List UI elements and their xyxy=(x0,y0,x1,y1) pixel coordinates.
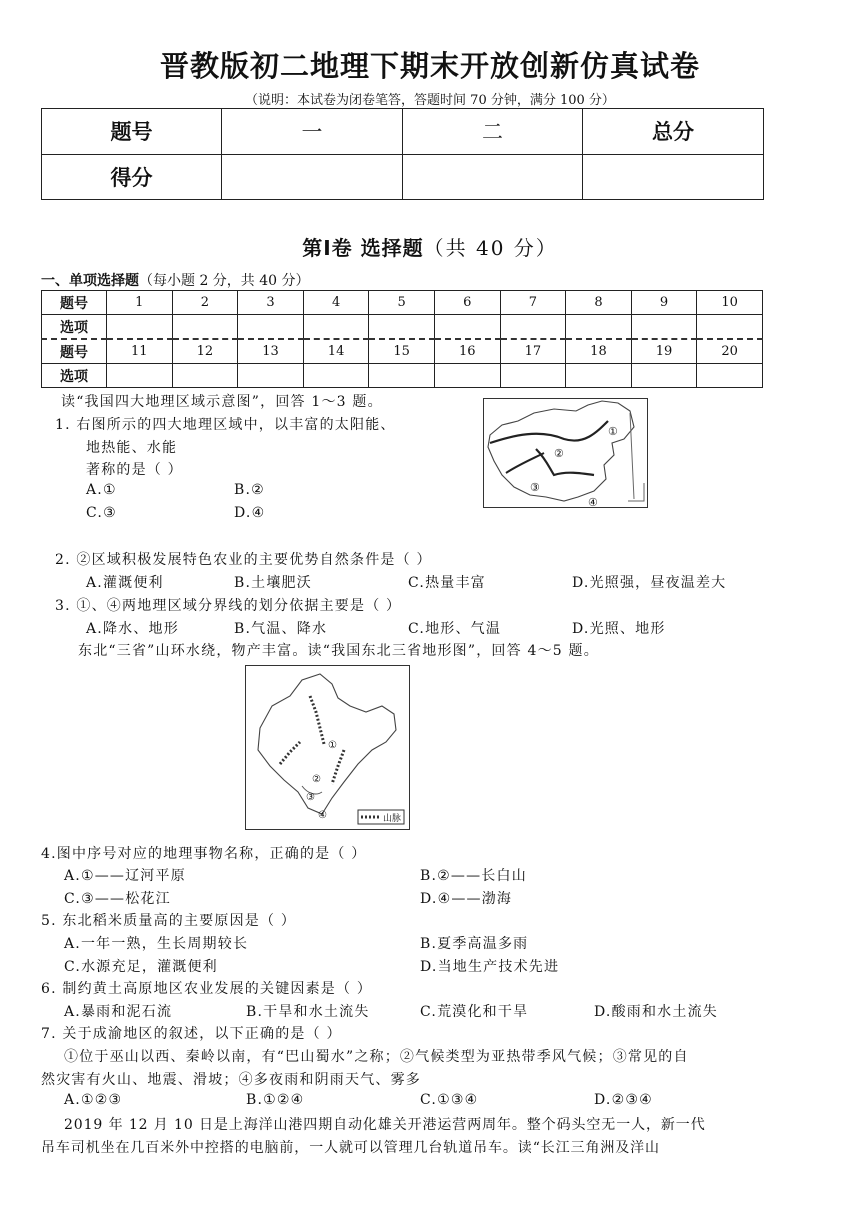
question-4-stem: 4.图中序号对应的地理事物名称，正确的是（ ） xyxy=(41,846,367,862)
answer-num: 6 xyxy=(434,291,500,315)
answer-num: 13 xyxy=(238,339,304,364)
northeast-terrain-map-svg xyxy=(246,666,409,829)
answer-choice-cell[interactable] xyxy=(303,364,369,388)
answer-num: 14 xyxy=(303,339,369,364)
score-table-score-row xyxy=(42,154,764,200)
intro-q1-3: 读“我国四大地理区域示意图”，回答 1～3 题。 xyxy=(61,394,383,410)
option[interactable]: B.干旱和水土流失 xyxy=(246,1004,370,1020)
score-cell[interactable] xyxy=(583,154,764,200)
part-heading-note: （每小题 2 分，共 40 分） xyxy=(139,273,310,289)
score-cell[interactable] xyxy=(222,154,403,200)
map2-legend-label: 山脉 xyxy=(383,814,402,824)
answer-choice-cell[interactable] xyxy=(566,364,632,388)
answer-num: 4 xyxy=(303,291,369,315)
answer-num: 18 xyxy=(566,339,632,364)
answer-num: 19 xyxy=(631,339,697,364)
option[interactable]: C.①③④ xyxy=(420,1092,479,1108)
option[interactable]: C.地形、气温 xyxy=(408,621,502,637)
option[interactable]: A.降水、地形 xyxy=(86,621,179,637)
map1-label: ② xyxy=(554,447,564,460)
answer-choice-row xyxy=(42,364,763,388)
option[interactable]: C.③ xyxy=(86,505,117,521)
option[interactable]: D.②③④ xyxy=(594,1092,653,1108)
map2-label: ① xyxy=(328,740,337,751)
answer-choice-cell[interactable] xyxy=(500,315,566,340)
answer-choice-cell[interactable] xyxy=(631,364,697,388)
option[interactable]: B.夏季高温多雨 xyxy=(420,936,529,952)
answer-choice-cell[interactable] xyxy=(172,364,238,388)
score-table xyxy=(41,108,764,200)
answer-choice-cell[interactable] xyxy=(107,364,173,388)
option[interactable]: B.①②④ xyxy=(246,1092,305,1108)
answer-choice-cell[interactable] xyxy=(697,364,763,388)
map2-label: ② xyxy=(312,774,321,785)
answer-choice-cell[interactable] xyxy=(434,315,500,340)
option[interactable]: D.酸雨和水土流失 xyxy=(594,1004,718,1020)
answer-num: 2 xyxy=(172,291,238,315)
score-header-cell: 题号 xyxy=(42,109,222,155)
answer-num: 17 xyxy=(500,339,566,364)
northeast-terrain-map xyxy=(245,665,410,830)
passage-line: 2019 年 12 月 10 日是上海洋山港四期自动化雄关开港运营两周年。整个码头空无一人，新一代 xyxy=(64,1117,706,1133)
part-heading-main: 一、单项选择题 xyxy=(41,273,139,289)
section-title-main: 第Ⅰ卷 选择题 xyxy=(302,236,424,260)
option[interactable]: D.光照、地形 xyxy=(572,621,666,637)
answer-choice-cell[interactable] xyxy=(107,315,173,340)
answer-num: 3 xyxy=(238,291,304,315)
answer-num: 16 xyxy=(434,339,500,364)
answer-choice-cell[interactable] xyxy=(697,315,763,340)
question-5-stem: 5. 东北稻米质量高的主要原因是（ ） xyxy=(41,913,297,929)
china-regions-map-svg xyxy=(484,399,647,507)
answer-choice-row xyxy=(42,315,763,340)
option[interactable]: A.①——辽河平原 xyxy=(64,868,186,884)
question-7-statements-cont: 然灾害有火山、地震、滑坡；④多夜雨和阴雨天气、雾多 xyxy=(41,1072,421,1088)
option[interactable]: C.③——松花江 xyxy=(64,891,171,907)
answer-num: 10 xyxy=(697,291,763,315)
option[interactable]: A.一年一熟，生长周期较长 xyxy=(64,936,249,952)
map2-label: ④ xyxy=(318,810,327,821)
answer-choice-cell[interactable] xyxy=(566,315,632,340)
question-3-stem: 3. ①、④两地理区域分界线的划分依据主要是（ ） xyxy=(55,598,402,614)
exam-title: 晋教版初二地理下期末开放创新仿真试卷 xyxy=(159,49,700,83)
option[interactable]: B.② xyxy=(234,482,265,498)
question-1-stem-end: 著称的是（ ） xyxy=(86,462,183,478)
answer-choice-cell[interactable] xyxy=(303,315,369,340)
score-header-cell: 总分 xyxy=(583,109,764,155)
map1-label: ④ xyxy=(588,496,598,507)
answer-num: 11 xyxy=(107,339,173,364)
answer-num: 1 xyxy=(107,291,173,315)
option[interactable]: A.暴雨和泥石流 xyxy=(64,1004,173,1020)
answer-choice-cell[interactable] xyxy=(500,364,566,388)
score-cell[interactable] xyxy=(403,154,583,200)
passage-line: 吊车司机坐在几百米外中控搭的电脑前，一人就可以管理几台轨道吊车。读“长江三角洲及洋山 xyxy=(41,1140,660,1156)
answer-num: 15 xyxy=(369,339,435,364)
answer-choice-cell[interactable] xyxy=(434,364,500,388)
answer-choice-label: 选项 xyxy=(42,364,107,388)
exam-note: （说明：本试卷为闭卷笔答，答题时间 70 分钟，满分 100 分） xyxy=(245,93,615,108)
answer-choice-label: 选项 xyxy=(42,315,107,340)
section-title xyxy=(0,232,860,261)
answer-choice-cell[interactable] xyxy=(238,315,304,340)
answer-num: 7 xyxy=(500,291,566,315)
answer-num: 12 xyxy=(172,339,238,364)
answer-choice-cell[interactable] xyxy=(238,364,304,388)
section-title-sub: （共 40 分） xyxy=(423,236,558,260)
option[interactable]: C.热量丰富 xyxy=(408,575,486,591)
answer-num-label: 题号 xyxy=(42,291,107,315)
score-header-cell: 一 xyxy=(222,109,403,155)
answer-number-row xyxy=(42,339,763,364)
answer-number-row xyxy=(42,291,763,315)
answer-num: 8 xyxy=(566,291,632,315)
option[interactable]: B.气温、降水 xyxy=(234,621,328,637)
answer-choice-cell[interactable] xyxy=(631,315,697,340)
answer-choice-cell[interactable] xyxy=(369,364,435,388)
option[interactable]: B.土壤肥沃 xyxy=(234,575,312,591)
map1-label: ③ xyxy=(530,481,540,494)
question-2-stem: 2. ②区域积极发展特色农业的主要优势自然条件是（ ） xyxy=(55,552,432,568)
question-7-statements: ①位于巫山以西、秦岭以南，有“巴山蜀水”之称；②气候类型为亚热带季风气候；③常见的自 xyxy=(64,1049,689,1065)
option[interactable]: B.②——长白山 xyxy=(420,868,527,884)
part-heading xyxy=(41,270,310,290)
option[interactable]: D.当地生产技术先进 xyxy=(420,959,560,975)
intro-q4-5: 东北“三省”山环水绕，物产丰富。读“我国东北三省地形图”，回答 4～5 题。 xyxy=(78,643,599,659)
question-6-stem: 6. 制约黄土高原地区农业发展的关键因素是（ ） xyxy=(41,981,373,997)
answer-choice-cell[interactable] xyxy=(369,315,435,340)
score-header-cell: 二 xyxy=(403,109,583,155)
answer-choice-cell[interactable] xyxy=(172,315,238,340)
answer-num: 5 xyxy=(369,291,435,315)
option[interactable]: D.光照强，昼夜温差大 xyxy=(572,575,727,591)
score-table-header-row xyxy=(42,109,764,155)
option[interactable]: C.荒漠化和干旱 xyxy=(420,1004,529,1020)
question-7-stem: 7. 关于成渝地区的叙述，以下正确的是（ ） xyxy=(41,1026,342,1042)
option[interactable]: A.① xyxy=(86,482,117,498)
score-row-label: 得分 xyxy=(42,154,222,200)
question-1-stem: 1. 右图所示的四大地理区域中，以丰富的太阳能、 xyxy=(55,417,396,433)
answer-num: 20 xyxy=(697,339,763,364)
option[interactable]: D.④——渤海 xyxy=(420,891,513,907)
answer-table xyxy=(41,290,763,388)
option[interactable]: D.④ xyxy=(234,505,266,521)
map2-label: ③ xyxy=(306,792,315,803)
option[interactable]: C.水源充足，灌溉便利 xyxy=(64,959,218,975)
answer-num-label: 题号 xyxy=(42,339,107,364)
option[interactable]: A.灌溉便利 xyxy=(86,575,164,591)
answer-num: 9 xyxy=(631,291,697,315)
china-regions-map xyxy=(483,398,648,508)
question-1-stem-cont: 地热能、水能 xyxy=(86,440,178,456)
map1-label: ① xyxy=(608,425,618,438)
option[interactable]: A.①②③ xyxy=(64,1092,123,1108)
